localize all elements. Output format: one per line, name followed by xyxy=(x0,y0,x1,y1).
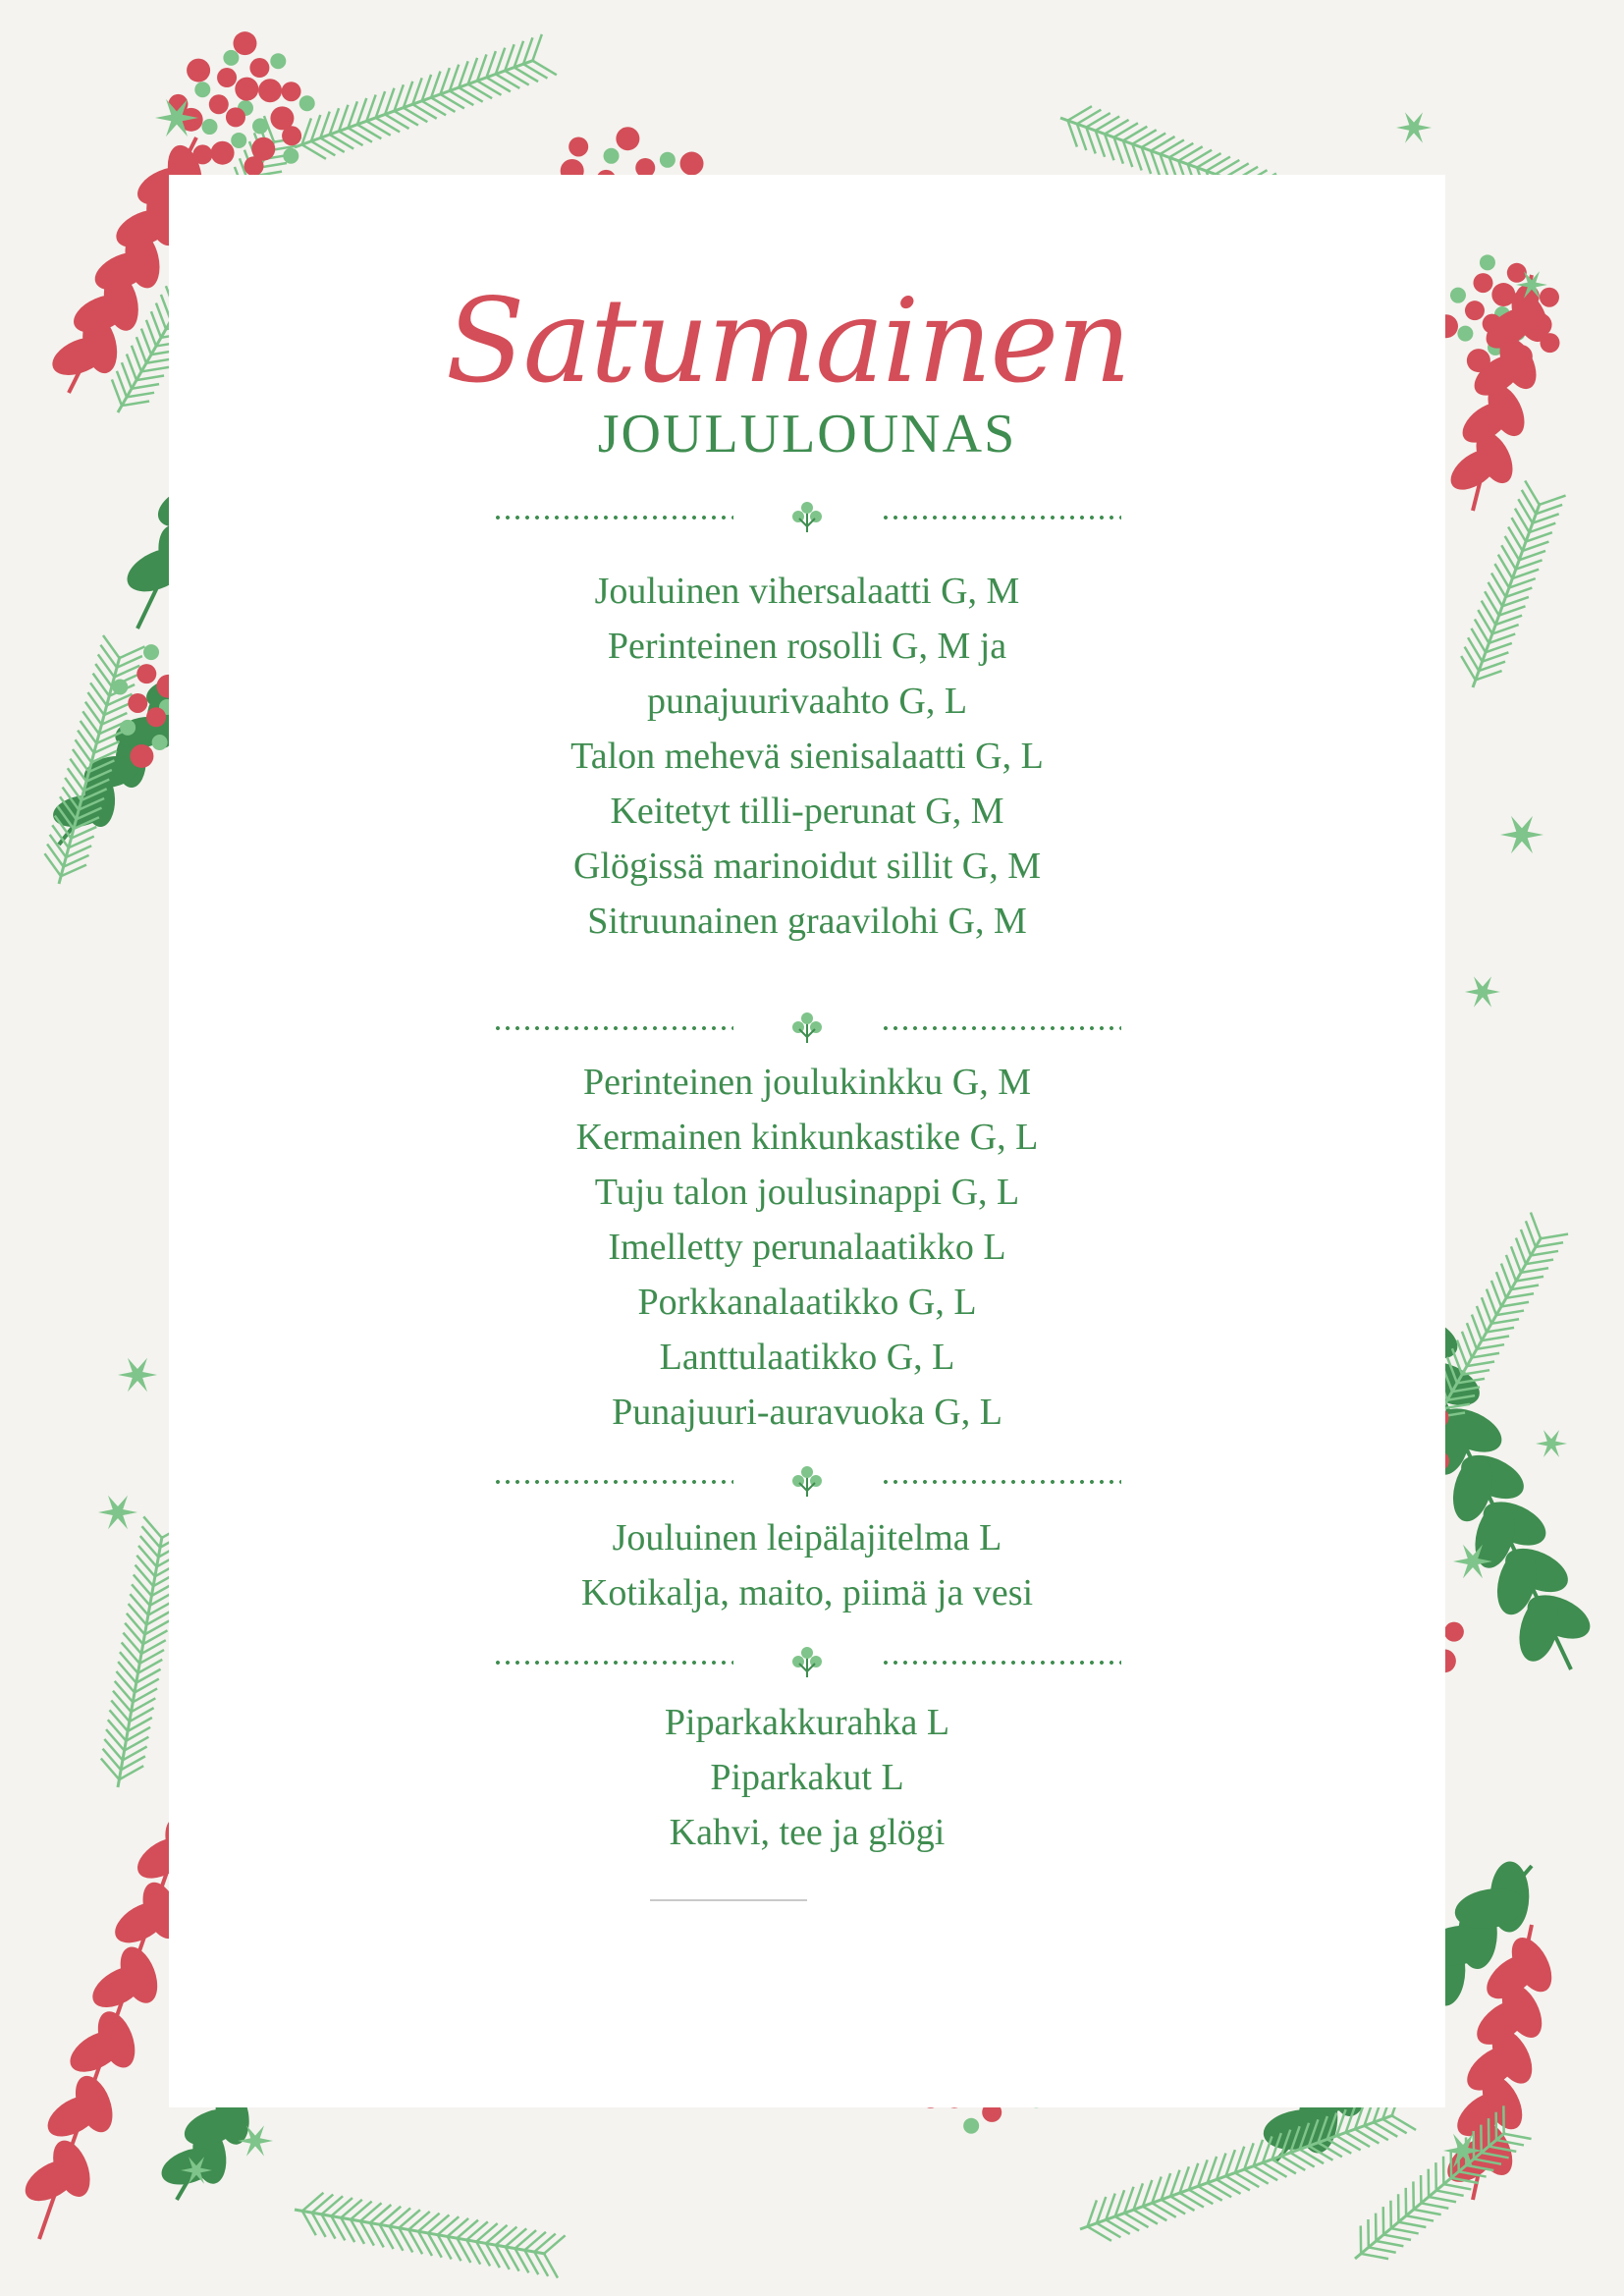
sprig-icon xyxy=(787,497,827,536)
divider xyxy=(493,1461,1121,1501)
menu-item: Kermainen kinkunkastike G, L xyxy=(575,1117,1039,1158)
menu-item: Imelletty perunalaatikko L xyxy=(608,1227,1006,1268)
menu-item: Perinteinen rosolli G, M ja xyxy=(607,626,1007,667)
divider xyxy=(493,1008,1121,1047)
menu-item: Jouluinen leipälajitelma L xyxy=(612,1517,1002,1558)
course-1 xyxy=(169,564,1445,949)
course-2 xyxy=(169,1055,1445,1440)
divider-line xyxy=(650,1899,807,1901)
divider xyxy=(493,497,1121,536)
menu-item: Glögissä marinoidut sillit G, M xyxy=(572,846,1042,887)
menu-item: punajuurivaahto G, L xyxy=(646,681,968,722)
script-title: Satumainen xyxy=(445,273,1130,409)
menu-item: Porkkanalaatikko G, L xyxy=(637,1282,977,1323)
sprig-icon xyxy=(787,1008,827,1047)
sprig-icon xyxy=(787,1642,827,1681)
menu-item: Jouluinen vihersalaatti G, M xyxy=(594,571,1020,612)
divider xyxy=(493,1642,1121,1681)
menu-item: Keitetyt tilli-perunat G, M xyxy=(610,791,1004,832)
menu-item: Punajuuri-auravuoka G, L xyxy=(612,1392,1002,1433)
menu-item: Kotikalja, maito, piimä ja vesi xyxy=(580,1572,1034,1613)
menu-item: Perinteinen joulukinkku G, M xyxy=(583,1062,1031,1103)
menu-item: Piparkakut L xyxy=(710,1757,904,1798)
menu-item: Talon mehevä sienisalaatti G, L xyxy=(570,736,1044,777)
page-title: JOULULOUNAS xyxy=(597,404,1017,465)
sprig-icon xyxy=(787,1461,827,1501)
menu-item: Piparkakkurahka L xyxy=(664,1702,950,1743)
menu-panel xyxy=(169,175,1445,2107)
menu-item: Kahvi, tee ja glögi xyxy=(669,1812,946,1853)
course-3 xyxy=(169,1510,1445,1620)
course-4 xyxy=(169,1695,1445,1860)
menu-item: Tuju talon joulusinappi G, L xyxy=(594,1172,1020,1213)
menu-item: Lanttulaatikko G, L xyxy=(659,1337,955,1378)
menu-item: Sitruunainen graavilohi G, M xyxy=(587,901,1027,942)
